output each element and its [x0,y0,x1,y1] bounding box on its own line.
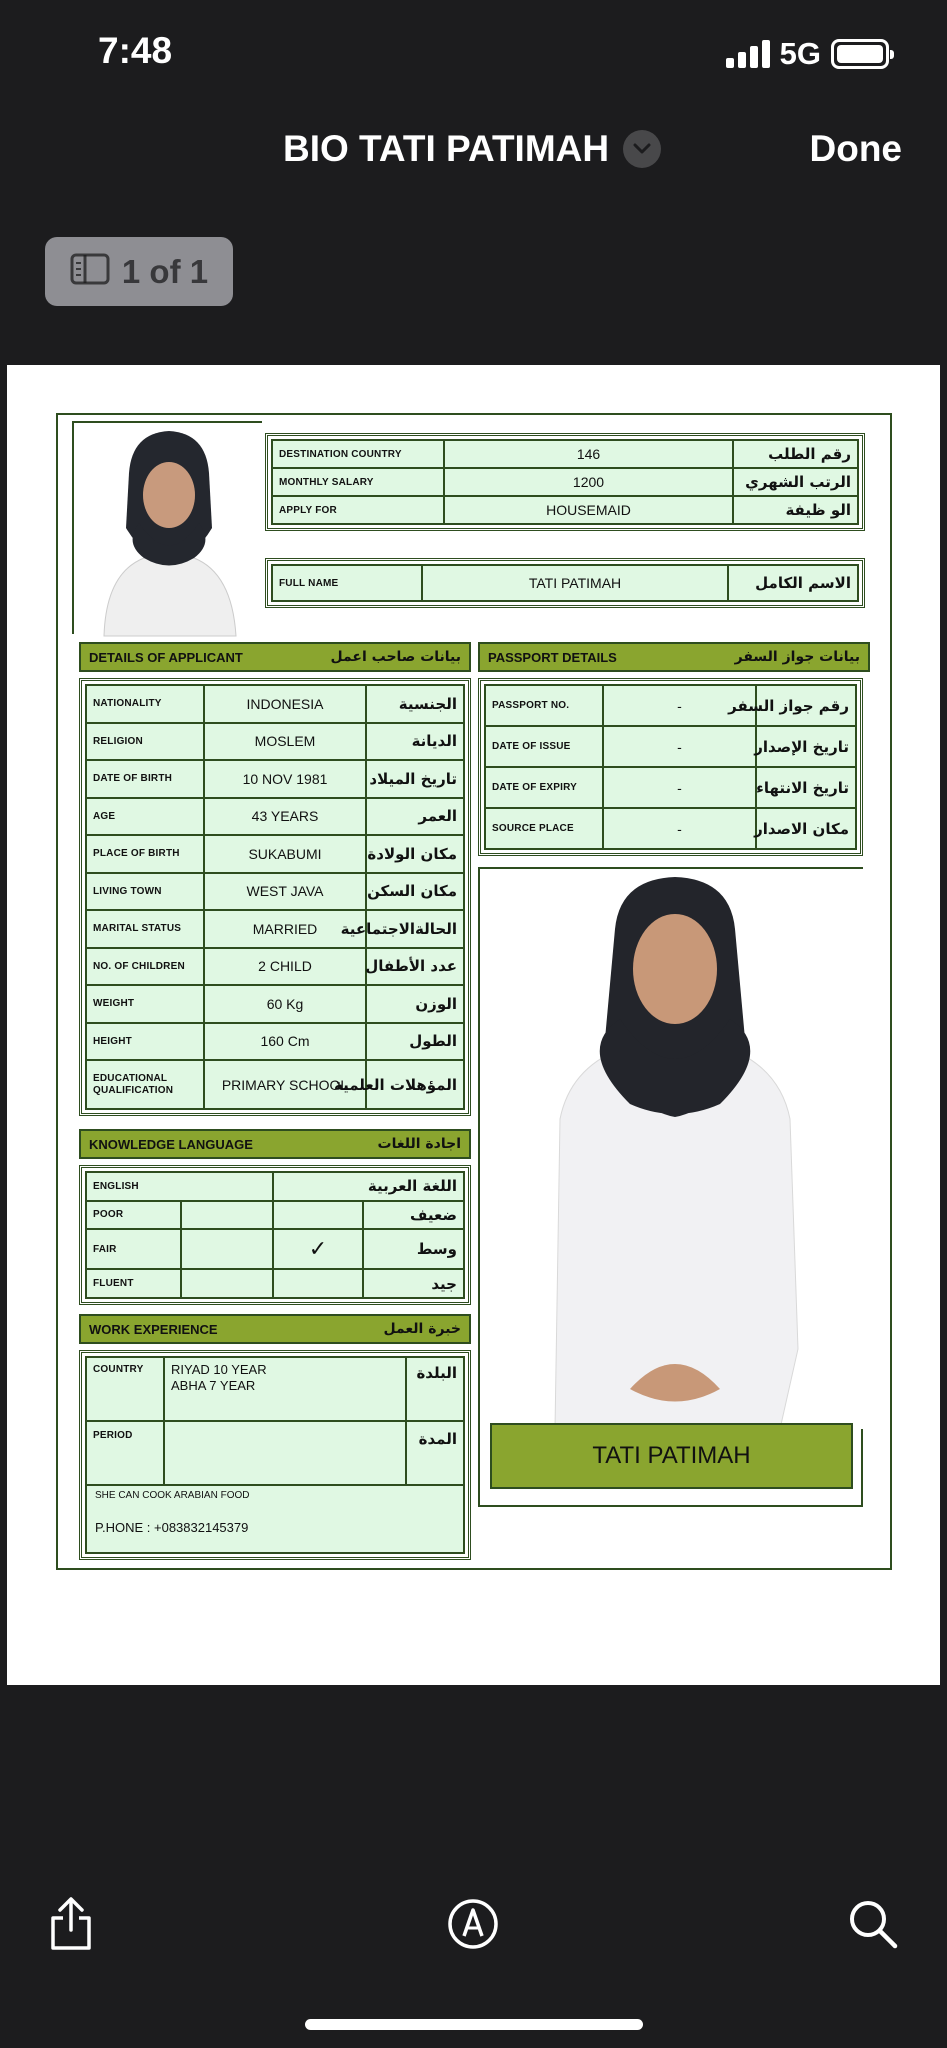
passport-row [485,685,856,726]
details-row [86,948,464,986]
details-value: SUKABUMI [204,835,366,873]
details-row [86,723,464,761]
language-header-ar: اجادة اللغات [377,1136,461,1152]
top-value: HOUSEMAID [444,496,733,524]
home-indicator[interactable] [305,2019,643,2030]
language-level-blank [181,1269,273,1298]
search-button[interactable] [843,1890,903,1960]
top-arabic: الرتب الشهري [733,468,858,496]
passport-arabic: رقم جواز السفر [756,685,856,726]
phone-number: P.HONE : +083832145379 [95,1520,249,1535]
document-title: BIO TATI PATIMAH [283,128,610,169]
details-value: WEST JAVA [204,873,366,911]
passport-value: - [603,767,756,808]
details-row [86,835,464,873]
details-label: EDUCATIONAL QUALIFICATION [86,1060,204,1109]
status-bar [0,0,947,100]
language-header [79,1129,471,1159]
details-label: RELIGION [86,723,204,761]
country-label: COUNTRY [86,1357,164,1421]
details-label: WEIGHT [86,985,204,1023]
full-name-arabic: الاسم الكامل [728,565,858,601]
details-arabic: مكان السكن [366,873,464,911]
passport-header-ar: بيانات جواز السفر [734,649,860,665]
share-button[interactable] [41,1890,101,1960]
language-level-blank [181,1229,273,1269]
details-row [86,873,464,911]
details-header-ar: بيانات صاحب اعمل [330,649,461,665]
details-label: LIVING TOWN [86,873,204,911]
details-label: MARITAL STATUS [86,910,204,948]
done-button[interactable]: Done [809,128,902,169]
passport-label: SOURCE PLACE [485,808,603,849]
language-level-row [86,1269,464,1298]
details-row [86,685,464,723]
passport-arabic: تاريخ الانتهاء [756,767,856,808]
top-label: DESTINATION COUNTRY [272,440,444,468]
top-row [272,468,858,496]
passport-row [485,808,856,849]
details-value: 43 YEARS [204,798,366,836]
passport-value: - [603,685,756,726]
language-level-label: POOR [86,1201,181,1230]
document-title-menu[interactable] [283,128,661,170]
period-arabic: المدة [406,1421,464,1485]
passport-value: - [603,726,756,767]
details-arabic: المؤهلات العلمية [366,1060,464,1109]
details-value: 160 Cm [204,1023,366,1061]
signal-icon [726,40,770,68]
details-value: INDONESIA [204,685,366,723]
details-row [86,910,464,948]
full-name-value: TATI PATIMAH [422,565,728,601]
details-label: PLACE OF BIRTH [86,835,204,873]
language-level-arabic: جيد [363,1269,464,1298]
top-value: 1200 [444,468,733,496]
full-name-table [265,558,865,608]
period-label: PERIOD [86,1421,164,1485]
details-arabic: العمر [366,798,464,836]
applicant-photo-large [478,867,863,1507]
sidebar-icon [70,253,110,290]
country-value [164,1357,406,1421]
passport-header [478,642,870,672]
details-arabic: الحالةالاجتماعية [366,910,464,948]
search-icon [847,1898,899,1953]
country-line-2: ABHA 7 YEAR [171,1378,256,1393]
details-arabic: الوزن [366,985,464,1023]
language-check-mark [273,1269,363,1298]
language-check-mark [273,1201,363,1230]
details-applicant-table [79,678,471,1116]
markup-pen-icon [447,1898,499,1953]
details-arabic: مكان الولادة [366,835,464,873]
applicant-photo-small [72,421,262,634]
markup-button[interactable] [443,1890,503,1960]
details-row [86,760,464,798]
work-table [79,1350,471,1560]
passport-value: - [603,808,756,849]
arabic-language-label: اللغة العربية [273,1172,464,1201]
details-row [86,985,464,1023]
top-row [272,440,858,468]
details-arabic: عدد الأطفال [366,948,464,986]
top-value: 146 [444,440,733,468]
page-indicator-button[interactable] [45,237,233,306]
language-level-label: FAIR [86,1229,181,1269]
language-level-row [86,1201,464,1230]
language-level-row [86,1229,464,1269]
passport-arabic: مكان الاصدار [756,808,856,849]
details-label: AGE [86,798,204,836]
language-table [79,1165,471,1305]
battery-icon [831,39,889,69]
details-arabic: الطول [366,1023,464,1061]
language-check-mark: ✓ [273,1229,363,1269]
details-label: DATE OF BIRTH [86,760,204,798]
status-time: 7:48 [98,30,173,71]
work-header-en: WORK EXPERIENCE [89,1321,218,1337]
details-value: MOSLEM [204,723,366,761]
details-value: 10 NOV 1981 [204,760,366,798]
details-header-en: DETAILS OF APPLICANT [89,649,243,665]
work-header-ar: خبرة العمل [383,1321,461,1337]
passport-row [485,767,856,808]
work-notes [85,1486,465,1554]
details-header [79,642,471,672]
language-level-arabic: وسط [363,1229,464,1269]
language-header-en: KNOWLEDGE LANGUAGE [89,1136,253,1152]
language-level-arabic: ضعيف [363,1201,464,1230]
language-level-label: FLUENT [86,1269,181,1298]
application-info-table [265,433,865,531]
details-arabic: الديانة [366,723,464,761]
country-line-1: RIYAD 10 YEAR [171,1362,267,1377]
full-name-label: FULL NAME [272,565,422,601]
top-row [272,496,858,524]
passport-label: DATE OF ISSUE [485,726,603,767]
details-value: 2 CHILD [204,948,366,986]
country-arabic: البلدة [406,1357,464,1421]
details-arabic: الجنسية [366,685,464,723]
network-type: 5G [779,36,821,71]
passport-header-en: PASSPORT DETAILS [488,649,617,665]
details-value: MARRIED [204,910,366,948]
work-header [79,1314,471,1344]
status-indicators [726,36,889,72]
details-label: HEIGHT [86,1023,204,1061]
details-value: 60 Kg [204,985,366,1023]
top-label: MONTHLY SALARY [272,468,444,496]
details-row [86,1023,464,1061]
english-label: ENGLISH [86,1172,273,1201]
top-arabic: الو ظيفة [733,496,858,524]
details-row [86,1060,464,1109]
share-icon [48,1896,94,1955]
language-level-blank [181,1201,273,1230]
passport-table [478,678,863,856]
details-row [86,798,464,836]
top-arabic: رقم الطلب [733,440,858,468]
top-label: APPLY FOR [272,496,444,524]
details-value: PRIMARY SCHOOL [204,1060,366,1109]
details-label: NATIONALITY [86,685,204,723]
details-arabic: تاريخ الميلاد [366,760,464,798]
passport-label: DATE OF EXPIRY [485,767,603,808]
passport-row [485,726,856,767]
page-count: 1 of 1 [121,252,209,290]
passport-label: PASSPORT NO. [485,685,603,726]
work-note: SHE CAN COOK ARABIAN FOOD [95,1490,250,1501]
chevron-down-icon [623,130,661,168]
period-value [164,1421,406,1485]
name-banner: TATI PATIMAH [490,1423,853,1489]
passport-arabic: تاريخ الإصدار [756,726,856,767]
details-label: NO. OF CHILDREN [86,948,204,986]
